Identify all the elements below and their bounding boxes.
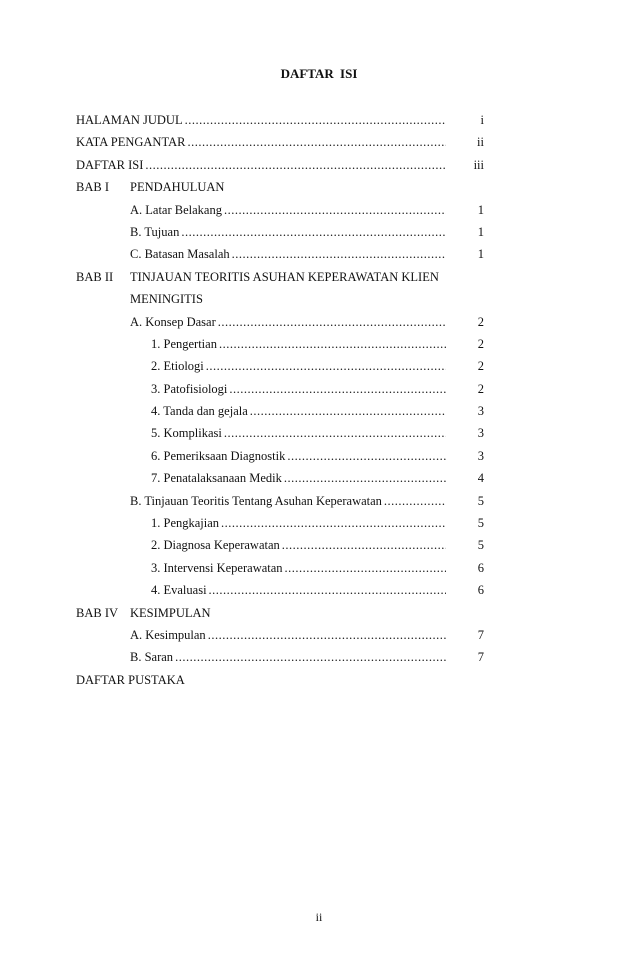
toc-entry-label: C. Batasan Masalah — [130, 247, 230, 262]
toc-page-number: ii — [477, 135, 484, 150]
toc-row — [76, 359, 484, 381]
dot-leader — [285, 561, 446, 576]
chapter-title-continued: MENINGITIS — [130, 292, 203, 307]
toc-row — [76, 113, 484, 135]
dot-leader — [219, 337, 446, 352]
dot-leader — [181, 225, 446, 240]
toc-entry-label: 1. Pengkajian — [151, 516, 220, 531]
toc-row — [76, 494, 484, 516]
toc-page-number: 1 — [477, 202, 484, 217]
toc-row — [76, 135, 484, 157]
toc-entry-label: 3. Intervensi Keperawatan — [151, 560, 283, 575]
toc-page-number: 1 — [477, 247, 484, 262]
toc-page-number: iii — [473, 157, 484, 172]
toc-page-number: 7 — [477, 650, 484, 665]
dot-leader — [229, 382, 446, 397]
toc-page-number: 5 — [477, 493, 484, 508]
toc-entry-label: DAFTAR PUSTAKA — [76, 672, 185, 687]
toc-page-number: 2 — [477, 336, 484, 351]
toc-entry-label: 4. Tanda dan gejala — [151, 404, 248, 419]
toc-entry-label: DAFTAR ISI — [76, 157, 144, 172]
toc-page-number: 5 — [477, 516, 484, 531]
dot-leader — [206, 359, 446, 374]
toc-row — [76, 650, 484, 672]
toc-page-number: 2 — [477, 359, 484, 374]
toc-row — [76, 426, 484, 448]
dot-leader — [209, 583, 446, 598]
toc-row — [76, 315, 484, 337]
toc-page-number: 6 — [477, 583, 484, 598]
chapter-title: TINJAUAN TEORITIS ASUHAN KEPERAWATAN KLIEN — [130, 269, 439, 284]
chapter-title: PENDAHULUAN — [130, 180, 225, 195]
toc-page-number: 2 — [477, 381, 484, 396]
page-title: DAFTAR ISI — [280, 66, 358, 81]
toc-entry-label: 4. Evaluasi — [151, 583, 207, 598]
dot-leader — [250, 404, 446, 419]
toc-entry-label: 7. Penatalaksanaan Medik — [151, 471, 282, 486]
toc-row — [76, 404, 484, 426]
page-number: ii — [315, 910, 323, 924]
toc-entry-label: A. Konsep Dasar — [130, 314, 216, 329]
toc-row — [76, 561, 484, 583]
toc-entry-label: 6. Pemeriksaan Diagnostik — [151, 448, 286, 463]
toc-entry-label: HALAMAN JUDUL — [76, 113, 183, 127]
toc-entry-label: KATA PENGANTAR — [76, 135, 186, 150]
toc-page-number: 3 — [477, 426, 484, 441]
toc-page-number: i — [480, 113, 484, 127]
toc-entry-label: 2. Etiologi — [151, 359, 204, 374]
chapter-number: BAB I — [76, 180, 109, 195]
dot-leader — [284, 471, 446, 486]
dot-leader — [208, 628, 446, 643]
toc-row — [76, 292, 484, 314]
toc-entry-label: A. Kesimpulan — [130, 627, 206, 642]
toc-row — [76, 225, 484, 247]
chapter-title: KESIMPULAN — [130, 605, 211, 620]
toc-row — [76, 606, 484, 628]
dot-leader — [145, 158, 445, 173]
toc-row — [76, 583, 484, 605]
dot-leader — [224, 426, 446, 441]
toc-page-number: 1 — [477, 224, 484, 239]
toc-page-number: 3 — [477, 404, 484, 419]
toc-row — [76, 337, 484, 359]
dot-leader — [282, 538, 446, 553]
toc-row — [76, 270, 484, 292]
toc-page-number: 7 — [477, 627, 484, 642]
toc-row — [76, 628, 484, 650]
toc-entry-label: A. Latar Belakang — [130, 202, 222, 217]
toc-row — [76, 516, 484, 538]
dot-leader — [175, 650, 446, 665]
table-of-contents — [76, 113, 484, 695]
toc-row — [76, 158, 484, 180]
toc-entry-label: B. Saran — [130, 650, 174, 665]
toc-page-number: 4 — [477, 471, 484, 486]
chapter-number: BAB IV — [76, 605, 119, 620]
toc-page-number: 5 — [477, 538, 484, 553]
toc-row — [76, 673, 484, 695]
toc-page-number: 6 — [477, 560, 484, 575]
toc-row — [76, 382, 484, 404]
toc-row — [76, 180, 484, 202]
dot-leader — [384, 494, 446, 509]
toc-entry-label: 1. Pengertian — [151, 336, 217, 351]
toc-entry-label: B. Tinjauan Teoritis Tentang Asuhan Keperawatan — [130, 493, 382, 508]
dot-leader — [287, 449, 446, 464]
toc-row — [76, 247, 484, 269]
dot-leader — [185, 113, 446, 128]
toc-entry-label: 5. Komplikasi — [151, 426, 222, 441]
toc-page-number: 2 — [477, 314, 484, 329]
dot-leader — [187, 135, 446, 150]
toc-entry-label: B. Tujuan — [130, 224, 180, 239]
toc-row — [76, 471, 484, 493]
toc-row — [76, 203, 484, 225]
toc-row — [76, 538, 484, 560]
dot-leader — [232, 247, 446, 262]
toc-page-number: 3 — [477, 448, 484, 463]
dot-leader — [218, 315, 446, 330]
dot-leader — [224, 203, 446, 218]
toc-entry-label: 2. Diagnosa Keperawatan — [151, 538, 280, 553]
toc-entry-label: 3. Patofisiologi — [151, 381, 228, 396]
toc-row — [76, 449, 484, 471]
chapter-number: BAB II — [76, 269, 114, 284]
dot-leader — [221, 516, 446, 531]
